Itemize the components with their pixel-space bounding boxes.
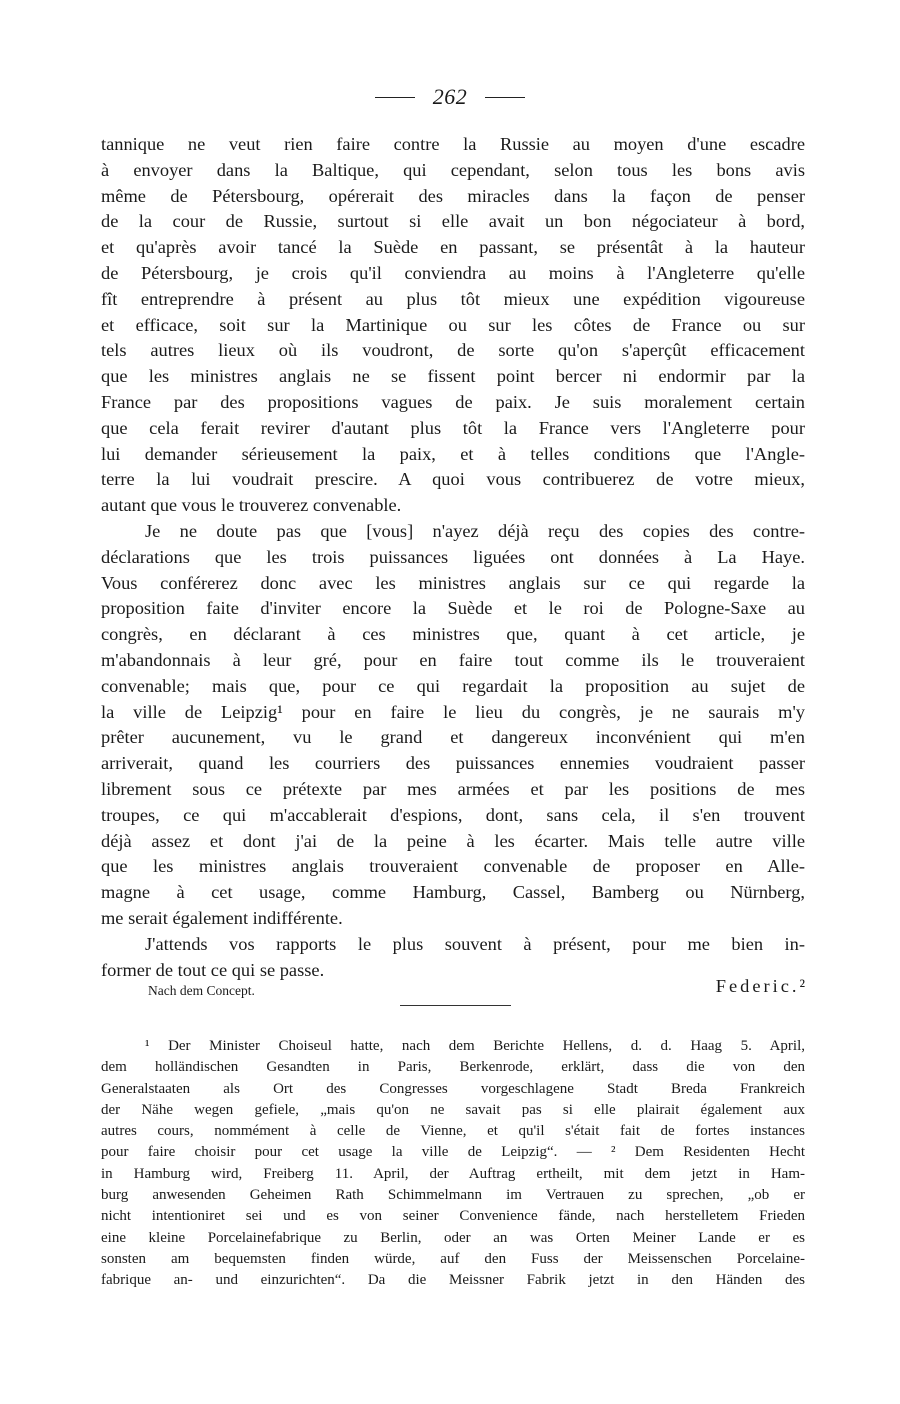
body-line: proposition faite d'inviter encore la Suède et le roi de Pologne-Saxe au [101,598,805,619]
body-line: troupes, ce qui m'accablerait d'espions, dont, sans cela, il s'en trouvent [101,804,805,825]
body-line: arriverait, quand les courriers des puissances ennemies voudraient passer [101,753,805,774]
body-line: la ville de Leipzig¹ pour en faire le lieu du congrès, je ne saurais m'y [101,701,805,722]
body-line: Je ne doute pas que [vous] n'ayez déjà reçu des copies des contre- [145,520,805,541]
signature: Federic.² [715,976,808,996]
body-line: tels autres lieux où ils voudront, de sorte qu'on s'aperçût efficacement [101,340,805,361]
page-header [0,84,900,110]
footnote-line: der Nähe wegen gefiele, „mais qu'on ne savait pas si elle plairait également aux [101,1101,805,1118]
body-line: tannique ne veut rien faire contre la Russie au moyen d'une escadre [101,134,805,154]
body-line: de la cour de Russie, surtout si elle avait un bon négociateur à bord, [101,211,805,232]
body-line: J'attends vos rapports le plus souvent à présent, pour me bien in- [145,933,805,954]
body-line: convenable; mais que, pour ce qui regardait la proposition au sujet de [101,675,805,696]
header-dash-right [485,97,525,98]
footnote-line: sonsten am bequemsten finden würde, auf den Fuss der Meissenschen Porcelaine- [101,1250,805,1267]
footnote-divider [400,1005,511,1006]
body-line: Vous conférerez donc avec les ministres anglais sur ce qui regarde la [101,572,805,593]
footnote-line: pour faire choisir pour cet usage la ville de Leipzig“. — ² Dem Residenten Hecht [101,1144,805,1161]
footnote-line: autres cours, nommément à celle de Vienne, et qu'il s'était fait de fortes instances [101,1123,805,1140]
body-line: de Pétersbourg, je crois qu'il conviendra au moins à l'Angleterre qu'elle [101,262,805,283]
header-dash-left [375,97,415,98]
body-line: même de Pétersbourg, opérerait des miracles dans la façon de penser [101,185,805,206]
body-line: former de tout ce qui se passe. [101,959,325,980]
footnote-line: dem holländischen Gesandten in Paris, Berkenrode, erklärt, dass die von den [101,1059,805,1076]
body-line: déjà assez et dont j'ai de la peine à les écarter. Mais telle autre ville [101,830,805,851]
body-line: que les ministres anglais trouveraient convenable de proposer en Alle- [101,856,805,877]
body-line: terre la lui voudrait prescire. A quoi vous contribuerez de votre mieux, [101,469,805,490]
footnote-line: ¹ Der Minister Choiseul hatte, nach dem Berichte Hellens, d. d. Haag 5. April, [145,1038,805,1054]
body-line: à envoyer dans la Baltique, qui cependant, selon tous les bons avis [101,159,805,180]
body-line: lui demander sérieusement la paix, et à telles conditions que l'Angle- [101,443,805,464]
body-line: autant que vous le trouverez convenable. [101,495,402,516]
body-line: me serait également indifférente. [101,907,343,928]
body-line: m'abandonnais à leur gré, pour en faire tout comme ils le trouveraient [101,649,805,670]
body-line: congrès, en déclarant à ces ministres que, quant à cet article, je [101,624,805,645]
body-line: et efficace, soit sur la Martinique ou sur les côtes de France ou sur [101,314,805,335]
footnotes [101,1036,805,1292]
letter-body [101,132,805,983]
footnote-line: eine kleine Porcelainefabrique zu Berlin, oder an was Orten Meiner Lande er es [101,1229,805,1246]
body-line: France par des propositions vagues de paix. Je suis moralement certain [101,391,805,412]
body-line: prêter aucunement, vu le grand et dangereux inconvénient qui m'en [101,727,805,748]
footnote-line: nicht intentioniret sei und es von seiner Convenience fände, nach herstelletem Frieden [101,1208,805,1225]
footnote-line: fabrique an- und einzurichten“. Da die Meissner Fabrik jetzt in den Händen des [101,1272,805,1289]
source-note: Nach dem Concept. [148,983,255,998]
footnote-line: Generalstaaten als Ort des Congresses vorgeschlagene Stadt Breda Frankreich [101,1080,805,1097]
body-line: fît entreprendre à présent au plus tôt mieux une expédition vigoureuse [101,288,805,309]
body-line: que les ministres anglais ne se fissent point bercer ni endormir par la [101,366,805,387]
page-number: 262 [432,84,468,109]
body-line: que cela ferait revirer d'autant plus tôt la France vers l'Angleterre pour [101,417,805,438]
closing-row [148,976,808,1002]
body-line: déclarations que les trois puissances liguées ont données à La Haye. [101,546,805,567]
footnote-line: in Hamburg wird, Freiberg 11. April, der Auftrag ertheilt, mit dem jetzt in Ham- [101,1165,805,1182]
footnote-line: burg anwesenden Geheimen Rath Schimmelmann im Vertrauen zu sprechen, „ob er [101,1187,805,1204]
body-line: et qu'après avoir tancé la Suède en passant, se présentât à la hauteur [101,237,805,258]
body-line: librement sous ce prétexte par mes armées et par les positions de mes [101,778,805,799]
body-line: magne à cet usage, comme Hamburg, Cassel, Bamberg ou Nürnberg, [101,882,805,903]
